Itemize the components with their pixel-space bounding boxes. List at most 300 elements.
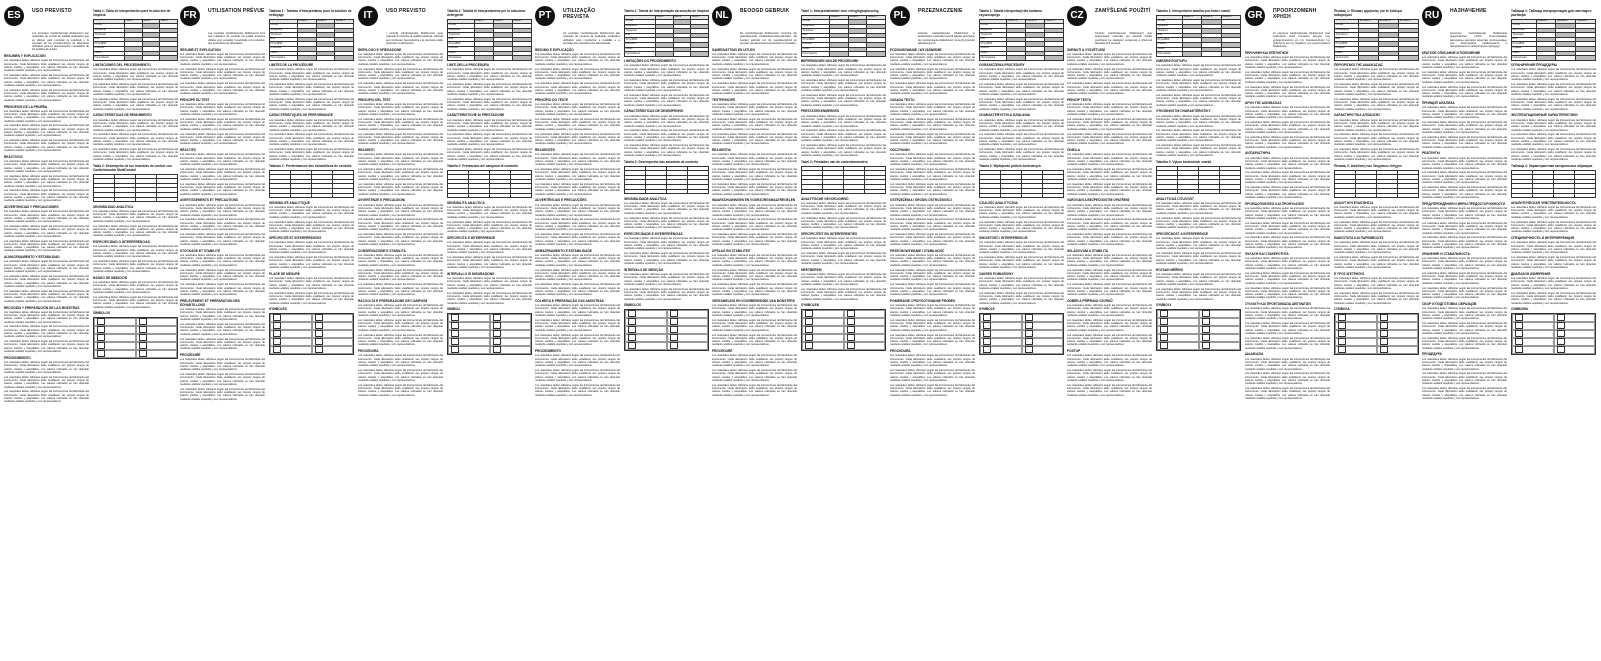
body-text: Los materiales deben utilizarse según las instrucciones del fabricante del instrumento. Cada laboratorio debe establecer sus propios rangos de valores medios y aceptables. Los valores indicados se han obtenido mediante análisis repetidos y son representativos. — [180, 218, 265, 232]
body-text: Los materiales deben utilizarse según las instrucciones del fabricante del instrumento. Cada laboratorio debe establecer sus propios rangos de valores medios y aceptables. Los valores indicados se han obtenido mediante análisis repetidos y son representativos. — [1334, 133, 1419, 147]
table-header-cell: Úroveň 3 — [1221, 15, 1240, 20]
body-text: Los materiales deben utilizarse según las instrucciones del fabricante del instrumento. Cada laboratorio debe establecer sus propios rangos de valores medios y aceptables. Los valores indicados se han obtenido mediante análisis repetidos y son representativos. — [1067, 283, 1152, 297]
table-cell: Dímero D — [625, 42, 656, 47]
body-text: Los materiales deben utilizarse según las instrucciones del fabricante del instrumento. Cada laboratorio debe establecer sus propios rangos de valores medios y aceptables. Los valores indicados se han obtenido mediante análisis repetidos y son representativos. — [4, 210, 89, 224]
table-cell — [94, 197, 115, 202]
symbol-icon — [97, 342, 105, 349]
body-text: Los materiales deben utilizarse según las instrucciones del fabricante del instrumento. Cada laboratorio debe establecer sus propios rangos de valores medios y aceptables. Los valores indicados se han obtenido mediante análisis repetidos y son representativos. — [979, 220, 1064, 234]
body-text: Los materiales deben utilizarse según las instrucciones del fabricante del instrumento. Cada laboratorio debe establecer sus propios rangos de valores medios y aceptables. Los valores indicados se han obtenido mediante análisis repetidos y son representativos. — [1245, 135, 1330, 149]
body-text: Los materiales deben utilizarse según las instrucciones del fabricante del instrumento. Cada laboratorio debe establecer sus propios rangos de valores medios y aceptables. Los valores indicados se han obtenido mediante análisis repetidos y son representativos. — [1245, 257, 1330, 271]
table-caption: Tabela 2: Desempenho das amostras de controlo — [624, 160, 699, 165]
symbol-icon — [670, 310, 678, 317]
body-text: Los materiales deben utilizarse según las instrucciones del fabricante del instrumento. Cada laboratorio debe establecer sus propios rangos de valores medios y aceptables. Los valores indicados se han obtenido mediante análisis repetidos y son representativos. — [180, 268, 265, 282]
table-cell: CK-MB — [1512, 24, 1537, 29]
body-text: Los materiales deben utilizarse según las instrucciones del fabricante del instrumento. Cada laboratorio debe establecer sus propios rangos de valores medios y aceptables. Los valores indicados se han obtenido mediante análisis repetidos y son representativos. — [358, 268, 443, 282]
body-text: Los materiales deben utilizarse según las instrucciones del fabricante del instrumento. Cada laboratorio debe establecer sus propios rangos de valores medios y aceptables. Los valores indicados se han obtenido mediante análisis repetidos y son representativos. — [447, 118, 532, 132]
section-heading: SENSIBILIDAD ANALÍTICA — [93, 204, 134, 209]
body-text: Los materiales deben utilizarse según las instrucciones del fabricante del instrumento. Cada laboratorio debe establecer sus propios rangos de valores medios y aceptables. Los valores indicados se han obtenido mediante análisis repetidos y son representativos. — [358, 283, 443, 297]
symbol-cell — [1199, 326, 1241, 334]
symbol-icon — [1025, 330, 1033, 337]
table-row — [448, 193, 532, 198]
section-heading: LIMITI DELLA PROCEDURA — [447, 63, 490, 68]
body-text: Los materiales deben utilizarse según las instrucciones del fabricante del instrumento. Cada laboratorio debe establecer sus propios rangos de valores medios y aceptables. Los valores indicados se han obtenido mediante análisis repetidos y son representativos. — [979, 205, 1064, 219]
table-caption: Таблица 2: Характеристики контрольных образцов — [1511, 164, 1593, 169]
table-caption: Πίνακας 2: Απόδοση των δειγμάτων ελέγχου — [1334, 164, 1402, 169]
panel-header — [890, 6, 975, 32]
body-text: Los materiales deben utilizarse según las instrucciones del fabricante del instrumento. Cada laboratorio debe establecer sus propios rangos de valores medios y aceptables. Los valores indicados se han obtenido mediante análisis repetidos y son representativos. — [180, 358, 265, 372]
symbol-cell — [802, 342, 844, 350]
intro-text: Les contrôles CardioVascular MultiControl sont des matériaux de contrôle de qualité analysés utilisés pour surveiller l'exactitude et la précision des procédures de laboratoire. — [208, 32, 265, 45]
body-text: Los materiales deben utilizarse según las instrucciones del fabricante del instrumento. Cada laboratorio debe establecer sus propios rangos de valores medios y aceptables. Los valores indicados se han obtenido mediante análisis repetidos y son representativos. — [93, 245, 178, 259]
body-text: Los materiales deben utilizarse según las instrucciones del fabricante del instrumento. Cada laboratorio debe establecer sus propios rangos de valores medios y aceptables. Los valores indicados se han obtenido mediante análisis repetidos y son representativos. — [180, 387, 265, 401]
body-text: Los materiales deben utilizarse según las instrucciones del fabricante del instrumento. Cada laboratorio debe establecer sus propios rangos de valores medios y aceptables. Los valores indicados se han obtenido mediante análisis repetidos y son representativos. — [1334, 68, 1419, 82]
body-text: Los materiales deben utilizarse según las instrucciones del fabricante del instrumento. Cada laboratorio debe establecer sus propios rangos de valores medios y aceptables. Los valores indicados se han obtenido mediante análisis repetidos y son representativos. — [269, 83, 354, 96]
table-cell: D-dímero — [94, 46, 125, 51]
body-text: Los materiales deben utilizarse según las instrucciones del fabricante del instrumento. Cada laboratorio debe establecer sus propios rangos de valores medios y aceptables. Los valores indicados se han obtenido mediante análisis repetidos y son representativos. — [890, 52, 975, 66]
body-text: Los materiales deben utilizarse según las instrucciones del fabricante del instrumento. Cada laboratorio debe establecer sus propios rangos de valores medios y aceptables. Los valores indicados se han obtenido mediante análisis repetidos y son representativos. — [358, 182, 443, 196]
symbol-icon — [628, 310, 636, 317]
section-heading: INTERVALO DE MEDIÇÃO — [624, 267, 664, 272]
table-cell: Troponina I — [980, 33, 1007, 38]
body-text: Los materiales deben utilizarse según las instrucciones del fabricante del instrumento. Cada laboratorio debe establecer sus propios rangos de valores medios y aceptables. Los valores indicados se han obtenido mediante análisis repetidos y son representativos. — [1156, 287, 1241, 301]
body-text: Los materiales deben utilizarse según las instrucciones del fabricante del instrumento. Cada laboratorio debe establecer sus propios rangos de valores medios y aceptables. Los valores indicados se han obtenido mediante análisis repetidos y son representativos. — [712, 233, 797, 246]
language-panel-fr — [180, 6, 354, 656]
body-text: Los materiales deben utilizarse según las instrucciones del fabricante del instrumento. Cada laboratorio debe establecer sus propios rangos de valores medios y aceptables. Los valores indicados se han obtenido mediante análisis repetidos y son representativos. — [712, 168, 797, 181]
body-text: Los materiales deben utilizarse según las instrucciones del fabricante del instrumento. Cada laboratorio debe establecer sus propios rangos de valores medios y aceptables. Los valores indicados se han obtenido mediante análisis repetidos y son representativos. — [979, 118, 1064, 132]
symbol-cell — [270, 346, 312, 354]
symbol-icon — [805, 326, 813, 333]
intro-text: Kontrole CardioVascular MultiControl to analizowane materiały kontroli jakości stosowane do monitorowania dokładności i precyzji procedur laboratoryjnych. — [918, 32, 975, 45]
body-text: Los materiales deben utilizarse según las instrucciones del fabricante del instrumento. Cada laboratorio debe establecer sus propios rangos de valores medios y aceptables. Los valores indicados se han obtenido mediante análisis repetidos y son representativos. — [535, 52, 620, 66]
symbol-icon — [847, 318, 855, 325]
symbol-icon — [1380, 330, 1388, 337]
body-text: Los materiales deben utilizarse según las instrucciones del fabricante del instrumento. Cada laboratorio debe establecer sus propios rangos de valores medios y aceptables. Los valores indicados se han obtenido mediante análisis repetidos y son representativos. — [535, 168, 620, 181]
table-cell — [802, 189, 823, 194]
body-text: Los materiales deben utilizarse según las instrucciones del fabricante del instrumento. Cada laboratorio debe establecer sus propios rangos de valores medios y aceptables. Los valores indicados se han obtenido mediante análisis repetidos y son representativos. — [979, 83, 1064, 96]
body-text: Los materiales deben utilizarse según las instrucciones del fabricante del instrumento. Cada laboratorio debe establecer sus propios rangos de valores medios y aceptables. Los valores indicados se han obtenido mediante análisis repetidos y son representativos. — [1156, 79, 1241, 92]
section-heading: LIMITAÇÕES DO PROCEDIMENTO — [624, 59, 676, 64]
section-heading: ANALYTICKÁ CITLIVOST — [1156, 196, 1194, 201]
symbol-cell — [94, 350, 136, 358]
symbol-icon — [1557, 322, 1565, 329]
table-cell: hsCRP — [270, 51, 298, 56]
section-heading: PRÉLÈVEMENT ET PRÉPARATION DES ÉCHANTILLONS — [180, 298, 240, 307]
table-caption: Tabella 1: Tabella di interpretazione per la soluzione detergente — [447, 9, 526, 17]
section-heading: ОГРАНИЧЕНИЯ ПРОЦЕДУРЫ — [1511, 63, 1558, 68]
symbols-table — [93, 317, 178, 359]
section-heading: ΣΥΛΛΟΓΗ ΚΑΙ ΠΡΟΕΤΟΙΜΑΣΙΑ ΔΕΙΓΜΑΤΩΝ — [1245, 302, 1311, 307]
body-text: Los materiales deben utilizarse según las instrucciones del fabricante del instrumento. Cada laboratorio debe establecer sus propios rangos de valores medios y aceptables. Los valores indicados se han obtenido mediante análisis repetidos y son representativos. — [712, 304, 797, 318]
table-header-cell: Уровень 2 — [1556, 19, 1576, 24]
symbol-cell — [625, 342, 667, 350]
symbol-cell — [1157, 334, 1199, 342]
intro-text: Os controlos CardioVascular MultiControl são materiais de controlo de qualidade analisados utilizados para monitorizar a exatidão e a precisão dos procedimentos laboratoriais. — [563, 32, 620, 45]
body-text: Los materiales deben utilizarse según las instrucciones del fabricante del instrumento. Cada laboratorio debe establecer sus propios rangos de valores medios y aceptables. Los valores indicados se han obtenido mediante análisis repetidos y son representativos. — [979, 148, 1064, 161]
table-cell: Μυοσφαιρίνη — [1335, 28, 1359, 33]
symbol-cell — [312, 338, 354, 346]
symbol-cell — [94, 334, 136, 342]
table-cell: BNP — [625, 33, 656, 38]
table-cell — [1001, 193, 1022, 198]
section-heading: ПРОЦЕДУРА — [1422, 352, 1442, 357]
symbol-icon — [1025, 322, 1033, 329]
table-cell: hsCRP — [448, 51, 475, 56]
table-cell: hsCRP — [802, 47, 830, 52]
body-text: Los materiales deben utilizarse según las instrucciones del fabricante del instrumento. Cada laboratorio debe establecer sus propios rangos de valores medios y aceptables. Los valores indicados se han obtenido mediante análisis repetidos y son representativos. — [1422, 106, 1507, 120]
body-text: Los materiales deben utilizarse según las instrucciones del fabricante del instrumento. Cada laboratorio debe establecer sus propios rangos de valores medios y aceptables. Los valores indicados se han obtenido mediante análisis repetidos y son representativos. — [801, 79, 886, 92]
symbol-cell — [1335, 314, 1377, 322]
body-text: Los materiales deben utilizarse según las instrucciones del fabricante del instrumento. Cada laboratorio debe establecer sus propios rangos de valores medios y aceptables. Los valores indicados se han obtenido mediante análisis repetidos y son representativos. — [1511, 291, 1596, 305]
body-text: Los materiales deben utilizarse según las instrucciones del fabricante del instrumento. Cada laboratorio debe establecer sus propios rangos de valores medios y aceptables. Los valores indicados se han obtenido mediante análisis repetidos y son representativos. — [535, 117, 620, 131]
table-cell: Mioglobina — [448, 28, 475, 33]
body-text: Los materiales deben utilizarse según las instrucciones del fabricante del instrumento. Cada laboratorio debe establecer sus propios rangos de valores medios y aceptables. Los valores indicados se han obtenido mediante análisis repetidos y son representativos. — [1067, 67, 1152, 81]
body-text: Los materiales deben utilizarse según las instrucciones del fabricante del instrumento. Cada laboratorio debe establecer sus propios rangos de valores medios y aceptables. Los valores indicados se han obtenido mediante análisis repetidos y son representativos. — [1067, 253, 1152, 267]
section-heading: SYMBOLEN — [801, 303, 820, 308]
table-cell — [1379, 56, 1399, 61]
body-text: Los materiales deben utilizarse según las instrucciones del fabricante del instrumento. Cada laboratorio debe establecer sus propios rangos de valores medios y aceptables. Los valores indicados se han obtenido mediante análisis repetidos y son representativos. — [1334, 83, 1419, 96]
body-text: Los materiales deben utilizarse según las instrucciones del fabricante del instrumento. Cada laboratorio debe establecer sus propios rangos de valores medios y aceptables. Los valores indicados se han obtenido mediante análisis repetidos y son representativos. — [180, 322, 265, 336]
section-heading: SÍMBOLOS — [93, 311, 111, 316]
performance-table — [447, 170, 532, 198]
body-text: Los materiales deben utilizarse según las instrucciones del fabricante del instrumento. Cada laboratorio debe establecer sus propios rangos de valores medios y aceptables. Los valores indicados se han obtenido mediante análisis repetidos y son representativos. — [1422, 372, 1507, 386]
symbol-icon — [1515, 330, 1523, 337]
body-text: Los materiales deben utilizarse según las instrucciones del fabricante del instrumento. Cada laboratorio debe establecer sus propios rangos de valores medios y aceptables. Los valores indicados se han obtenido mediante análisis repetidos y son representativos. — [93, 209, 178, 223]
section-heading: SENSIBILITÀ ANALITICA — [447, 200, 485, 205]
body-text: Los materiales deben utilizarse según las instrucciones del fabricante del instrumento. Cada laboratorio debe establecer sus propios rangos de valores medios y aceptables. Los valores indicados se han obtenido mediante análisis repetidos y son representativos. — [4, 109, 89, 123]
symbol-icon — [451, 322, 459, 329]
symbol-icon — [139, 318, 147, 325]
symbol-cell — [802, 310, 844, 318]
symbol-icon — [1202, 326, 1210, 333]
body-text: Los materiales deben utilizarse según las instrucciones del fabricante del instrumento. Cada laboratorio debe establecer sus propios rangos de valores medios y aceptables. Los valores indicados se han obtenido mediante análisis repetidos y son representativos. — [890, 82, 975, 96]
body-text: Los materiales deben utilizarse según las instrucciones del fabricante del instrumento. Cada laboratorio debe establecer sus propios rangos de valores medios y aceptables. Los valores indicados se han obtenido mediante análisis repetidos y son representativos. — [358, 218, 443, 232]
body-text: Los materiales deben utilizarse según las instrucciones del fabricante del instrumento. Cada laboratorio debe establecer sus propios rangos de valores medios y aceptables. Los valores indicados se han obtenido mediante análisis repetidos y son representativos. — [4, 360, 89, 374]
symbol-icon — [139, 342, 147, 349]
language-badge: IT — [358, 6, 378, 26]
table-cell — [1045, 56, 1064, 61]
table-cell: Omocisteina — [448, 56, 475, 61]
table-cell: hsCRP — [980, 51, 1007, 56]
body-text: Los materiales deben utilizarse según las instrucciones del fabricante del instrumento. Cada laboratorio debe establecer sus propios rangos de valores medios y aceptables. Los valores indicados se han obtenido mediante análisis repetidos y son representativos. — [4, 275, 89, 289]
table-cell: CK-MB — [94, 24, 125, 29]
table-cell: BNP — [1157, 33, 1183, 38]
table-header-cell: Nivel 3 — [160, 19, 178, 24]
table-cell: Homocisteína — [625, 52, 656, 57]
symbol-icon — [1202, 310, 1210, 317]
symbol-cell — [448, 314, 490, 322]
section-heading: ХРАНЕНИЕ И СТАБИЛЬНОСТЬ — [1422, 251, 1471, 256]
body-text: Los materiales deben utilizarse según las instrucciones del fabricante del instrumento. Cada laboratorio debe establecer sus propios rangos de valores medios y aceptables. Los valores indicados se han obtenido mediante análisis repetidos y son representativos. — [4, 260, 89, 274]
symbol-cell — [625, 326, 667, 334]
symbol-icon — [97, 318, 105, 325]
table-header-cell: Livello 3 — [512, 19, 531, 24]
body-text: Los materiales deben utilizarse según las instrucciones del fabricante del instrumento. Cada laboratorio debe establecer sus propios rangos de valores medios y aceptables. Los valores indicados se han obtenido mediante análisis repetidos y son representativos. — [1245, 286, 1330, 300]
symbol-icon — [1515, 338, 1523, 345]
table-cell: Troponin I — [1157, 29, 1183, 34]
section-heading: ESPECIFICIDADE E INTERFERÊNCIAS — [624, 232, 683, 237]
body-text: Los materiales deben utilizarse según las instrucciones del fabricante del instrumento. Cada laboratorio debe establecer sus propios rangos de valores medios y aceptables. Los valores indicados se han obtenido mediante análisis repetidos y son representativos. — [180, 103, 265, 117]
body-text: Los materiales deben utilizarse según las instrucciones del fabricante del instrumento. Cada laboratorio debe establecer sus propios rangos de valores medios y aceptables. Los valores indicados se han obtenido mediante análisis repetidos y son representativos. — [624, 237, 709, 251]
body-text: Los materiales deben utilizarse según las instrucciones del fabricante del instrumento. Cada laboratorio debe establecer sus propios rangos de valores medios y aceptables. Los valores indicados se han obtenido mediante análisis repetidos y son representativos. — [1245, 357, 1330, 371]
language-panel-nl — [712, 6, 886, 656]
symbol-cell — [1335, 338, 1377, 346]
body-text: Los materiales deben utilizarse según las instrucciones del fabricante del instrumento. Cada laboratorio debe establecer sus propios rangos de valores medios y aceptables. Los valores indicados se han obtenido mediante análisis repetidos y son representativos. — [1067, 168, 1152, 181]
symbol-cell — [1512, 338, 1554, 346]
symbol-icon — [451, 346, 459, 353]
body-text: Los materiales deben utilizarse según las instrucciones del fabricante del instrumento. Cada laboratorio debe establecer sus propios rangos de valores medios y aceptables. Los valores indicados se han obtenido mediante análisis repetidos y son representativos. — [447, 133, 532, 147]
body-text: Los materiales deben utilizarse según las instrucciones del fabricante del instrumento. Cada laboratorio debe establecer sus propios rangos de valores medios y aceptables. Los valores indicados se han obtenido mediante análisis repetidos y son representativos. — [1422, 206, 1507, 220]
section-heading: ZASADA TESTU — [890, 97, 915, 102]
table-row — [980, 193, 1064, 198]
body-text: Los materiales deben utilizarse según las instrucciones del fabricante del instrumento. Cada laboratorio debe establecer sus propios rangos de valores medios y aceptables. Los valores indicados se han obtenido mediante análisis repetidos y son representativos. — [269, 68, 354, 82]
body-text: Los materiales deben utilizarse según las instrucciones del fabricante del instrumento. Cada laboratorio debe establecer sus propios rangos de valores medios y aceptables. Los valores indicados se han obtenido mediante análisis repetidos y son representativos. — [447, 205, 532, 219]
symbol-icon — [847, 334, 855, 341]
symbol-icon — [315, 322, 323, 329]
performance-table — [979, 170, 1064, 198]
section-heading: ΦΥΛΑΞΗ ΚΑΙ ΣΤΑΘΕΡΟΤΗΤΑ — [1245, 251, 1289, 256]
body-text: Los materiales deben utilizarse según las instrucciones del fabricante del instrumento. Cada laboratorio debe establecer sus propios rangos de valores medios y aceptables. Los valores indicados se han obtenido mediante análisis repetidos y son representativos. — [1067, 369, 1152, 382]
table-caption: Tabla 1: Tabla de interpretación para la solución de limpieza — [93, 9, 171, 17]
section-heading: SPÉCIFICITÉ ET INTERFÉRENCES — [269, 236, 322, 241]
panel-column-1 — [1422, 6, 1507, 656]
table-cell — [335, 56, 354, 61]
body-text: Los materiales deben utilizarse según las instrucciones del fabricante del instrumento. Cada laboratorio debe establecer sus propios rangos de valores medios y aceptables. Los valores indicados se han obtenido mediante análisis repetidos y son representativos. — [1245, 387, 1330, 400]
symbol-icon — [1380, 338, 1388, 345]
body-text: Los materiales deben utilizarse según las instrucciones del fabricante del instrumento. Cada laboratorio debe establecer sus propios rangos de valores medios y aceptables. Los valores indicados se han obtenido mediante análisis repetidos y son representativos. — [4, 375, 89, 389]
symbol-cell — [667, 334, 709, 342]
section-heading: OSTRZEŻENIA I ŚRODKI OSTROŻNOŚCI — [890, 198, 952, 203]
section-title: ZAMÝŠLENÉ POUŽITÍ — [1095, 8, 1151, 14]
symbol-cell — [136, 318, 178, 326]
section-heading: ODBĚR A PŘÍPRAVA VZORKŮ — [1067, 298, 1113, 303]
section-heading: SENSIBILITÉ ANALYTIQUE — [269, 200, 310, 205]
table-caption: Πίνακας 1: Πίνακας ερμηνείας για το διάλυμα καθαρισμού — [1334, 9, 1402, 17]
symbol-icon — [493, 338, 501, 345]
symbol-cell — [136, 334, 178, 342]
table-caption: Tabela 1: Tabela interpretacji dla roztworu czyszczącego — [979, 9, 1043, 17]
body-text: Los materiales deben utilizarse según las instrucciones del fabricante del instrumento. Cada laboratorio debe establecer sus propios rangos de valores medios y aceptables. Los valores indicados se han obtenido mediante análisis repetidos y son representativos. — [1511, 68, 1596, 82]
table-header-cell: Poziom 2 — [1026, 19, 1045, 24]
body-text: Los materiales deben utilizarse según las instrucciones del fabricante del instrumento. Cada laboratorio debe establecer sus propios rangos de valores medios y aceptables. Los valores indicados se han obtenido mediante análisis repetidos y son representativos. — [535, 82, 620, 96]
symbol-cell — [1199, 342, 1241, 350]
symbol-icon — [273, 338, 281, 345]
symbol-icon — [847, 310, 855, 317]
body-text: Los materiales deben utilizarse según las instrucciones del fabricante del instrumento. Cada laboratorio debe establecer sus propios rangos de valores medios y aceptables. Los valores indicados se han obtenido mediante análisis repetidos y son representativos. — [4, 224, 89, 238]
body-text: Los materiales deben utilizarse según las instrucciones del fabricante del instrumento. Cada laboratorio debe establecer sus propios rangos de valores medios y aceptables. Los valores indicados se han obtenido mediante análisis repetidos y son representativos. — [1422, 357, 1507, 371]
language-badge: NL — [712, 6, 732, 26]
symbol-icon — [1557, 346, 1565, 353]
symbol-cell — [1335, 330, 1377, 338]
body-text: Los materiales deben utilizarse según las instrucciones del fabricante del instrumento. Cada laboratorio debe establecer sus propios rangos de valores medios y aceptables. Los valores indicados se han obtenido mediante análisis repetidos y son representativos. — [535, 383, 620, 397]
symbol-icon — [493, 346, 501, 353]
table-header-cell: Livello 1 — [474, 19, 493, 24]
section-heading: PROCEDIMIENTO — [4, 355, 31, 360]
body-text: Los materiales deben utilizarse según las instrucciones del fabricante del instrumento. Cada laboratorio debe establecer sus propios rangos de valores medios y aceptables. Los valores indicados se han obtenido mediante análisis repetidos y son representativos. — [1511, 97, 1596, 111]
section-heading: REAGENTI — [358, 148, 375, 153]
symbol-cell — [490, 346, 532, 354]
symbol-icon — [1515, 322, 1523, 329]
section-heading: PRINCIPIO DEL TEST — [358, 97, 391, 102]
body-text: Los materiales deben utilizarse según las instrucciones del fabricante del instrumento. Cada laboratorio debe establecer sus propios rangos de valores medios y aceptables. Los valores indicados se han obtenido mediante análisis repetidos y son representativos. — [712, 132, 797, 146]
table-cell — [1220, 189, 1241, 194]
interpretation-table — [269, 19, 354, 61]
body-text: Los materiales deben utilizarse según las instrucciones del fabricante del instrumento. Cada laboratorio debe establecer sus propios rangos de valores medios y aceptables. Los valores indicados se han obtenido mediante análisis repetidos y son representativos. — [1511, 276, 1596, 290]
symbol-icon — [805, 310, 813, 317]
table-header-cell: Úroveň 1 — [1182, 15, 1201, 20]
table-cell: D-димер — [1512, 46, 1537, 51]
section-heading: ΧΑΡΑΚΤΗΡΙΣΤΙΚΑ ΑΠΟΔΟΣΗΣ — [1334, 113, 1381, 118]
section-title: ΠΡΟΟΡΙΖΟΜΕΝΗ ΧΡΗΣΗ — [1273, 8, 1317, 20]
body-text: Los materiales deben utilizarse según las instrucciones del fabricante del instrumento. Cada laboratorio debe establecer sus propios rangos de valores medios y aceptables. Los valores indicados se han obtenido mediante análisis repetidos y son representativos. — [624, 144, 709, 157]
body-text: Los materiales deben utilizarse según las instrucciones del fabricante del instrumento. Cada laboratorio debe establecer sus propios rangos de valores medios y aceptables. Los valores indicados se han obtenido mediante análisis repetidos y son representativos. — [712, 67, 797, 81]
symbol-cell — [1377, 346, 1419, 354]
symbol-cell — [136, 350, 178, 358]
table-cell: NT-proBNP — [270, 42, 298, 47]
interpretation-table — [1511, 19, 1596, 61]
section-heading: ΑΡΧΗ ΤΗΣ ΔΟΚΙΜΑΣΙΑΣ — [1245, 101, 1282, 106]
table-cell: Homocysteina — [980, 56, 1007, 61]
panel-column-1 — [712, 6, 797, 656]
symbol-icon — [1515, 346, 1523, 353]
symbol-icon — [983, 314, 991, 321]
table-row — [1157, 189, 1241, 194]
table-cell: Homocystéine — [270, 56, 298, 61]
panel-column-1 — [358, 6, 443, 656]
table-cell — [270, 193, 291, 198]
body-text: Los materiales deben utilizarse según las instrucciones del fabricante del instrumento. Cada laboratorio debe establecer sus propios rangos de valores medios y aceptables. Los valores indicados se han obtenido mediante análisis repetidos y son representativos. — [4, 189, 89, 203]
body-text: Los materiales deben utilizarse según las instrucciones del fabricante del instrumento. Cada laboratorio debe establecer sus propios rangos de valores medios y aceptables. Los valores indicados se han obtenido mediante análisis repetidos y son representativos. — [979, 276, 1064, 290]
section-heading: РЕАГЕНТЫ — [1422, 151, 1440, 156]
body-text: Los materiales deben utilizarse según las instrucciones del fabricante del instrumento. Cada laboratorio debe establecer sus propios rangos de valores medios y aceptables. Los valores indicados se han obtenido mediante análisis repetidos y son representativos. — [358, 103, 443, 117]
symbol-icon — [1380, 322, 1388, 329]
table-cell — [1221, 52, 1240, 57]
table-cell — [297, 56, 316, 61]
section-heading: PRESTATIEKENMERKEN — [801, 109, 839, 114]
table-cell: D-dimer — [1157, 42, 1183, 47]
body-text: Los materiales deben utilizarse según las instrucciones del fabricante del instrumento. Cada laboratorio debe establecer sus propios rangos de valores medios y aceptables. Los valores indicados se han obtenido mediante análisis repetidos y son representativos. — [535, 354, 620, 368]
table-cell — [1512, 193, 1533, 198]
section-heading: PRINCÍPIO DO TESTE — [535, 97, 569, 102]
panel-column-1 — [4, 6, 89, 656]
body-text: Los materiales deben utilizarse según las instrucciones del fabricante del instrumento. Cada laboratorio debe establecer sus propios rangos de valores medios y aceptables. Los valores indicados se han obtenido mediante análisis repetidos y son representativos. — [358, 318, 443, 332]
body-text: Los materiales deben utilizarse según las instrucciones del fabricante del instrumento. Cada laboratorio debe establecer sus propios rangos de valores medios y aceptables. Los valores indicados se han obtenido mediante análisis repetidos y son representativos. — [1156, 201, 1241, 215]
symbol-cell — [1335, 346, 1377, 354]
section-heading: SIMBOLI — [447, 307, 461, 312]
symbol-icon — [805, 318, 813, 325]
symbol-cell — [1554, 346, 1596, 354]
section-heading: AVERTISSEMENTS ET PRÉCAUTIONS — [180, 198, 239, 203]
symbol-icon — [1557, 338, 1565, 345]
section-heading: SÍMBOLOS — [624, 303, 642, 308]
symbol-cell — [1512, 322, 1554, 330]
symbol-cell — [270, 314, 312, 322]
body-text: Los materiales deben utilizarse según las instrucciones del fabricante del instrumento. Cada laboratorio debe establecer sus propios rangos de valores medios y aceptables. Los valores indicados se han obtenido mediante análisis repetidos y son representativos. — [979, 256, 1064, 269]
symbol-cell — [1335, 322, 1377, 330]
table-cell: Myoglobine — [270, 28, 298, 33]
symbol-icon — [1338, 322, 1346, 329]
body-text: Los materiales deben utilizarse según las instrucciones del fabricante del instrumento. Cada laboratorio debe establecer sus propios rangos de valores medios y aceptables. Los valores indicados se han obtenido mediante análisis repetidos y son representativos. — [180, 117, 265, 131]
section-heading: PROCÉDURE — [180, 353, 201, 358]
symbol-icon — [139, 350, 147, 357]
symbol-cell — [1157, 326, 1199, 334]
symbol-cell — [1377, 322, 1419, 330]
body-text: Los materiales deben utilizarse según las instrucciones del fabricante del instrumento. Cada laboratorio debe establecer sus propios rangos de valores medios y aceptables. Los valores indicados se han obtenido mediante análisis repetidos y son representativos. — [890, 182, 975, 196]
table-header-cell: Nível 1 — [655, 15, 673, 20]
body-text: Los materiales deben utilizarse según las instrucciones del fabricante del instrumento. Cada laboratorio debe establecer sus propios rangos de valores medios y aceptables. Los valores indicados se han obtenido mediante análisis repetidos y son representativos. — [4, 289, 89, 303]
panel-header — [1422, 6, 1507, 32]
body-text: Los materiales deben utilizarse según las instrucciones del fabricante del instrumento. Cada laboratorio debe establecer sus propios rangos de valores medios y aceptables. Los valores indicados se han obtenido mediante análisis repetidos y son representativos. — [801, 216, 886, 230]
section-heading: SYMBOLES — [269, 307, 287, 312]
symbol-icon — [1338, 346, 1346, 353]
body-text: Los materiales deben utilizarse según las instrucciones del fabricante del instrumento. Cada laboratorio debe establecer sus propios rangos de valores medios y aceptables. Los valores indicados se han obtenido mediante análisis repetidos y son representativos. — [535, 103, 620, 117]
panel-column-2 — [1156, 6, 1241, 656]
table-caption: Tabella 2: Prestazioni dei campioni di controllo — [447, 164, 518, 169]
table-cell: BNP — [980, 37, 1007, 42]
table-cell — [625, 189, 646, 194]
panel-column-2 — [447, 6, 532, 656]
panel-column-2 — [93, 6, 178, 656]
table-cell: Homocysteïne — [802, 52, 830, 57]
body-text: Los materiales deben utilizarse según las instrucciones del fabricante del instrumento. Cada laboratorio debe establecer sus propios rangos de valores medios y aceptables. Los valores indicados se han obtenido mediante análisis repetidos y son representativos. — [1422, 322, 1507, 335]
body-text: Los materiales deben utilizarse según las instrucciones del fabricante del instrumento. Cada laboratorio debe establecer sus propios rangos de valores medios y aceptables. Los valores indicados se han obtenido mediante análisis repetidos y son representativos. — [1422, 307, 1507, 321]
symbol-cell — [448, 346, 490, 354]
body-text: Los materiales deben utilizarse según las instrucciones del fabricante del instrumento. Cada laboratorio debe establecer sus propios rangos de valores medios y aceptables. Los valores indicados se han obtenido mediante análisis repetidos y son representativos. — [712, 283, 797, 297]
section-heading: ΑΝΤΙΔΡΑΣΤΗΡΙΑ — [1245, 151, 1271, 156]
section-heading: BEPERKINGEN VAN DE PROCEDURE — [801, 59, 859, 64]
symbol-icon — [315, 314, 323, 321]
body-text: Los materiales deben utilizarse según las instrucciones del fabricante del instrumento. Cada laboratorio debe establecer sus propios rangos de valores medios y aceptables. Los valores indicados se han obtenido mediante análisis repetidos y son representativos. — [1422, 135, 1507, 149]
body-text: Los materiales deben utilizarse según las instrucciones del fabricante del instrumento. Cada laboratorio debe establecer sus propios rangos de valores medios y aceptables. Los valores indicados se han obtenido mediante análisis repetidos y son representativos. — [447, 148, 532, 161]
section-heading: RESUMEN Y EXPLICACIÓN — [4, 54, 46, 59]
symbol-cell — [136, 326, 178, 334]
body-text: Los materiales deben utilizarse según las instrucciones del fabricante del instrumento. Cada laboratorio debe establecer sus propios rangos de valores medios y aceptables. Los valores indicados se han obtenido mediante análisis repetidos y son representativos. — [535, 304, 620, 318]
body-text: Los materiales deben utilizarse según las instrucciones del fabricante del instrumento. Cada laboratorio debe establecer sus propios rangos de valores medios y aceptables. Los valores indicados se han obtenido mediante análisis repetidos y son representativos. — [1422, 171, 1507, 185]
symbol-cell — [270, 330, 312, 338]
table-header-cell: Niveau 2 — [848, 15, 867, 20]
symbol-cell — [490, 338, 532, 346]
symbol-cell — [490, 314, 532, 322]
table-cell — [1377, 193, 1398, 198]
table-cell: D-dimer — [980, 46, 1007, 51]
panel-column-1 — [180, 6, 265, 656]
body-text: Los materiales deben utilizarse según las instrucciones del fabricante del instrumento. Cada laboratorio debe establecer sus propios rangos de valores medios y aceptables. Los valores indicados se han obtenido mediante análisis repetidos y son representativos. — [712, 333, 797, 347]
body-text: Los materiales deben utilizarse según las instrucciones del fabricante del instrumento. Cada laboratorio debe establecer sus propios rangos de valores medios y aceptables. Los valores indicados se han obtenido mediante análisis repetidos y son representativos. — [358, 304, 443, 318]
body-text: Los materiales deben utilizarse según las instrucciones del fabricante del instrumento. Cada laboratorio debe establecer sus propios rangos de valores medios y aceptables. Los valores indicados se han obtenido mediante análisis repetidos y son representativos. — [801, 64, 886, 78]
body-text: Los materiales deben utilizarse según las instrucciones del fabricante del instrumento. Cada laboratorio debe establecer sus propios rangos de valores medios y aceptables. Los valores indicados se han obtenido mediante análisis repetidos y son representativos. — [801, 287, 886, 301]
body-text: Los materiales deben utilizarse según las instrucciones del fabricante del instrumento. Cada laboratorio debe establecer sus propios rangos de valores medios y aceptables. Los valores indicados se han obtenido mediante análisis repetidos y son representativos. — [1245, 206, 1330, 220]
body-text: Los materiales deben utilizarse según las instrucciones del fabricante del instrumento. Cada laboratorio debe establecer sus propios rangos de valores medios y aceptables. Los valores indicados se han obtenido mediante análisis repetidos y son representativos. — [358, 117, 443, 131]
body-text: Los materiales deben utilizarse según las instrucciones del fabricante del instrumento. Cada laboratorio debe establecer sus propios rangos de valores medios y aceptables. Los valores indicados se han obtenido mediante análisis repetidos y son representativos. — [624, 129, 709, 143]
body-text: Los materiales deben utilizarse según las instrucciones del fabricante del instrumento. Cada laboratorio debe establecer sus propios rangos de valores medios y aceptables. Los valores indicados se han obtenido mediante análisis repetidos y son representativos. — [269, 205, 354, 219]
symbols-table — [624, 309, 709, 351]
body-text: Los materiales deben utilizarse según las instrucciones del fabricante del instrumento. Cada laboratorio debe establecer sus propios rangos de valores medios y aceptables. Los valores indicados se han obtenido mediante análisis repetidos y son representativos. — [4, 325, 89, 339]
table-cell: Homocisteína — [94, 56, 125, 61]
body-text: Los materiales deben utilizarse según las instrucciones del fabricante del instrumento. Cada laboratorio debe establecer sus propios rangos de valores medios y aceptables. Los valores indicados se han obtenido mediante análisis repetidos y son representativos. — [1067, 318, 1152, 332]
body-text: Los materiales deben utilizarse según las instrucciones del fabricante del instrumento. Cada laboratorio debe establecer sus propios rangos de valores medios y aceptables. Los valores indicados se han obtenido mediante análisis repetidos y son representativos. — [535, 333, 620, 347]
body-text: Los materiales deben utilizarse según las instrucciones del fabricante del instrumento. Cada laboratorio debe establecer sus propios rangos de valores medios y aceptables. Los valores indicados se han obtenido mediante análisis repetidos y son representativos. — [712, 383, 797, 397]
body-text: Los materiales deben utilizarse según las instrucciones del fabricante del instrumento. Cada laboratorio debe establecer sus propios rangos de valores medios y aceptables. Los valores indicados se han obtenido mediante análisis repetidos y son representativos. — [93, 133, 178, 147]
body-text: Los materiales deben utilizarse según las instrucciones del fabricante del instrumento. Cada laboratorio debe establecer sus propios rangos de valores medios y aceptables. Los valores indicados se han obtenido mediante análisis repetidos y son representativos. — [1156, 237, 1241, 251]
section-heading: RECOGIDA Y PREPARACIÓN DE LAS MUESTRAS — [4, 305, 80, 310]
body-text: Los materiales deben utilizarse según las instrucciones del fabricante del instrumento. Cada laboratorio debe establecer sus propios rangos de valores medios y aceptables. Los valores indicados se han obtenido mediante análisis repetidos y son representativos. — [180, 233, 265, 246]
section-title: UTILISATION PRÉVUE — [208, 8, 265, 14]
symbol-cell — [1199, 318, 1241, 326]
body-text: Los materiales deben utilizarse según las instrucciones del fabricante del instrumento. Cada laboratorio debe establecer sus propios rangos de valores medios y aceptables. Los valores indicados se han obtenido mediante análisis repetidos y son representativos. — [447, 68, 532, 82]
body-text: Los materiales deben utilizarse según las instrucciones del fabricante del instrumento. Cada laboratorio debe establecer sus propios rangos de valores medios y aceptables. Los valores indicados se han obtenido mediante análisis repetidos y son representativos. — [1245, 236, 1330, 250]
symbol-icon — [983, 346, 991, 353]
body-text: Los materiales deben utilizarse según las instrucciones del fabricante del instrumento. Cada laboratorio debe establecer sus propios rangos de valores medios y aceptables. Los valores indicados se han obtenido mediante análisis repetidos y son representativos. — [1156, 129, 1241, 143]
table-cell: hsCRP — [1335, 51, 1359, 56]
